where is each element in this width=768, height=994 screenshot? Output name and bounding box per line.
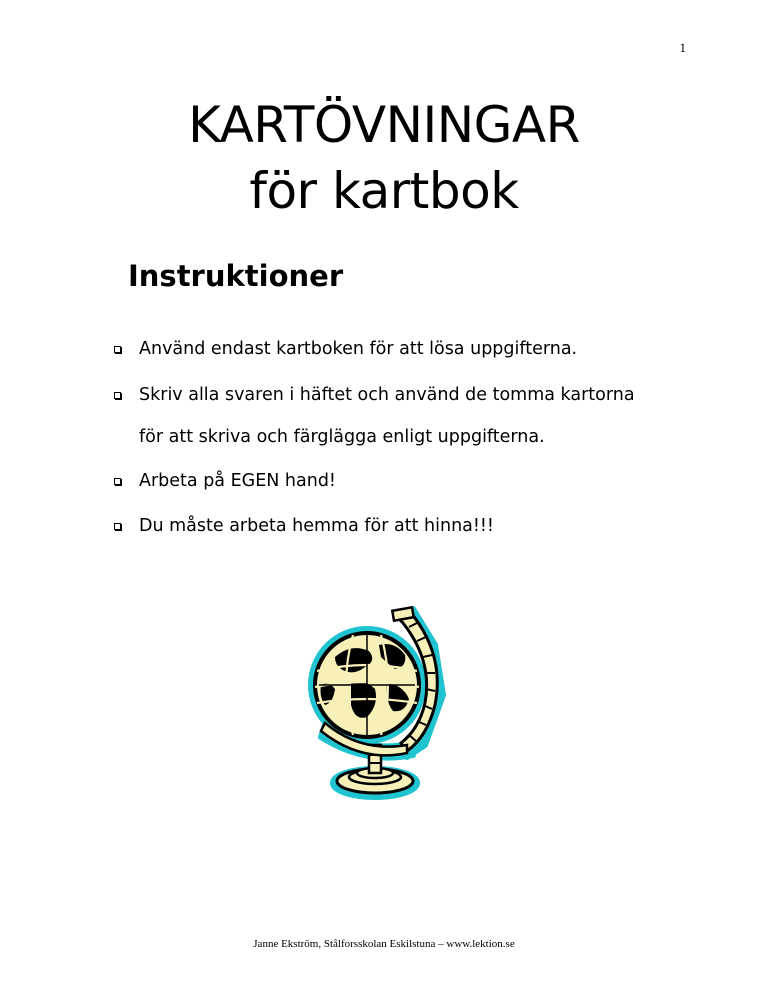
bullet-text: Arbeta på EGEN hand! (139, 471, 336, 491)
checkbox-bullet-icon (114, 523, 121, 530)
bullet-text: Skriv alla svaren i häftet och använd de tomma kartorna (139, 385, 635, 405)
title-line-1: KARTÖVNINGAR (188, 96, 580, 154)
checkbox-bullet-icon (114, 478, 121, 485)
bullet-continuation: för att skriva och färglägga enligt uppgifterna. (139, 427, 545, 447)
globe-icon (295, 605, 465, 805)
bullet-text: Du måste arbeta hemma för att hinna!!! (139, 516, 494, 536)
footer-credit: Janne Ekström, Stålforsskolan Eskilstuna – www.lektion.se (253, 938, 515, 950)
checkbox-bullet-icon (114, 392, 121, 399)
checkbox-bullet-icon (114, 346, 121, 353)
bullet-text: Använd endast kartboken för att lösa uppgifterna. (139, 339, 578, 359)
page-number: 1 (679, 40, 686, 55)
document-title (0, 92, 768, 224)
section-heading: Instruktioner (128, 259, 344, 293)
title-line-2: för kartbok (249, 162, 519, 220)
